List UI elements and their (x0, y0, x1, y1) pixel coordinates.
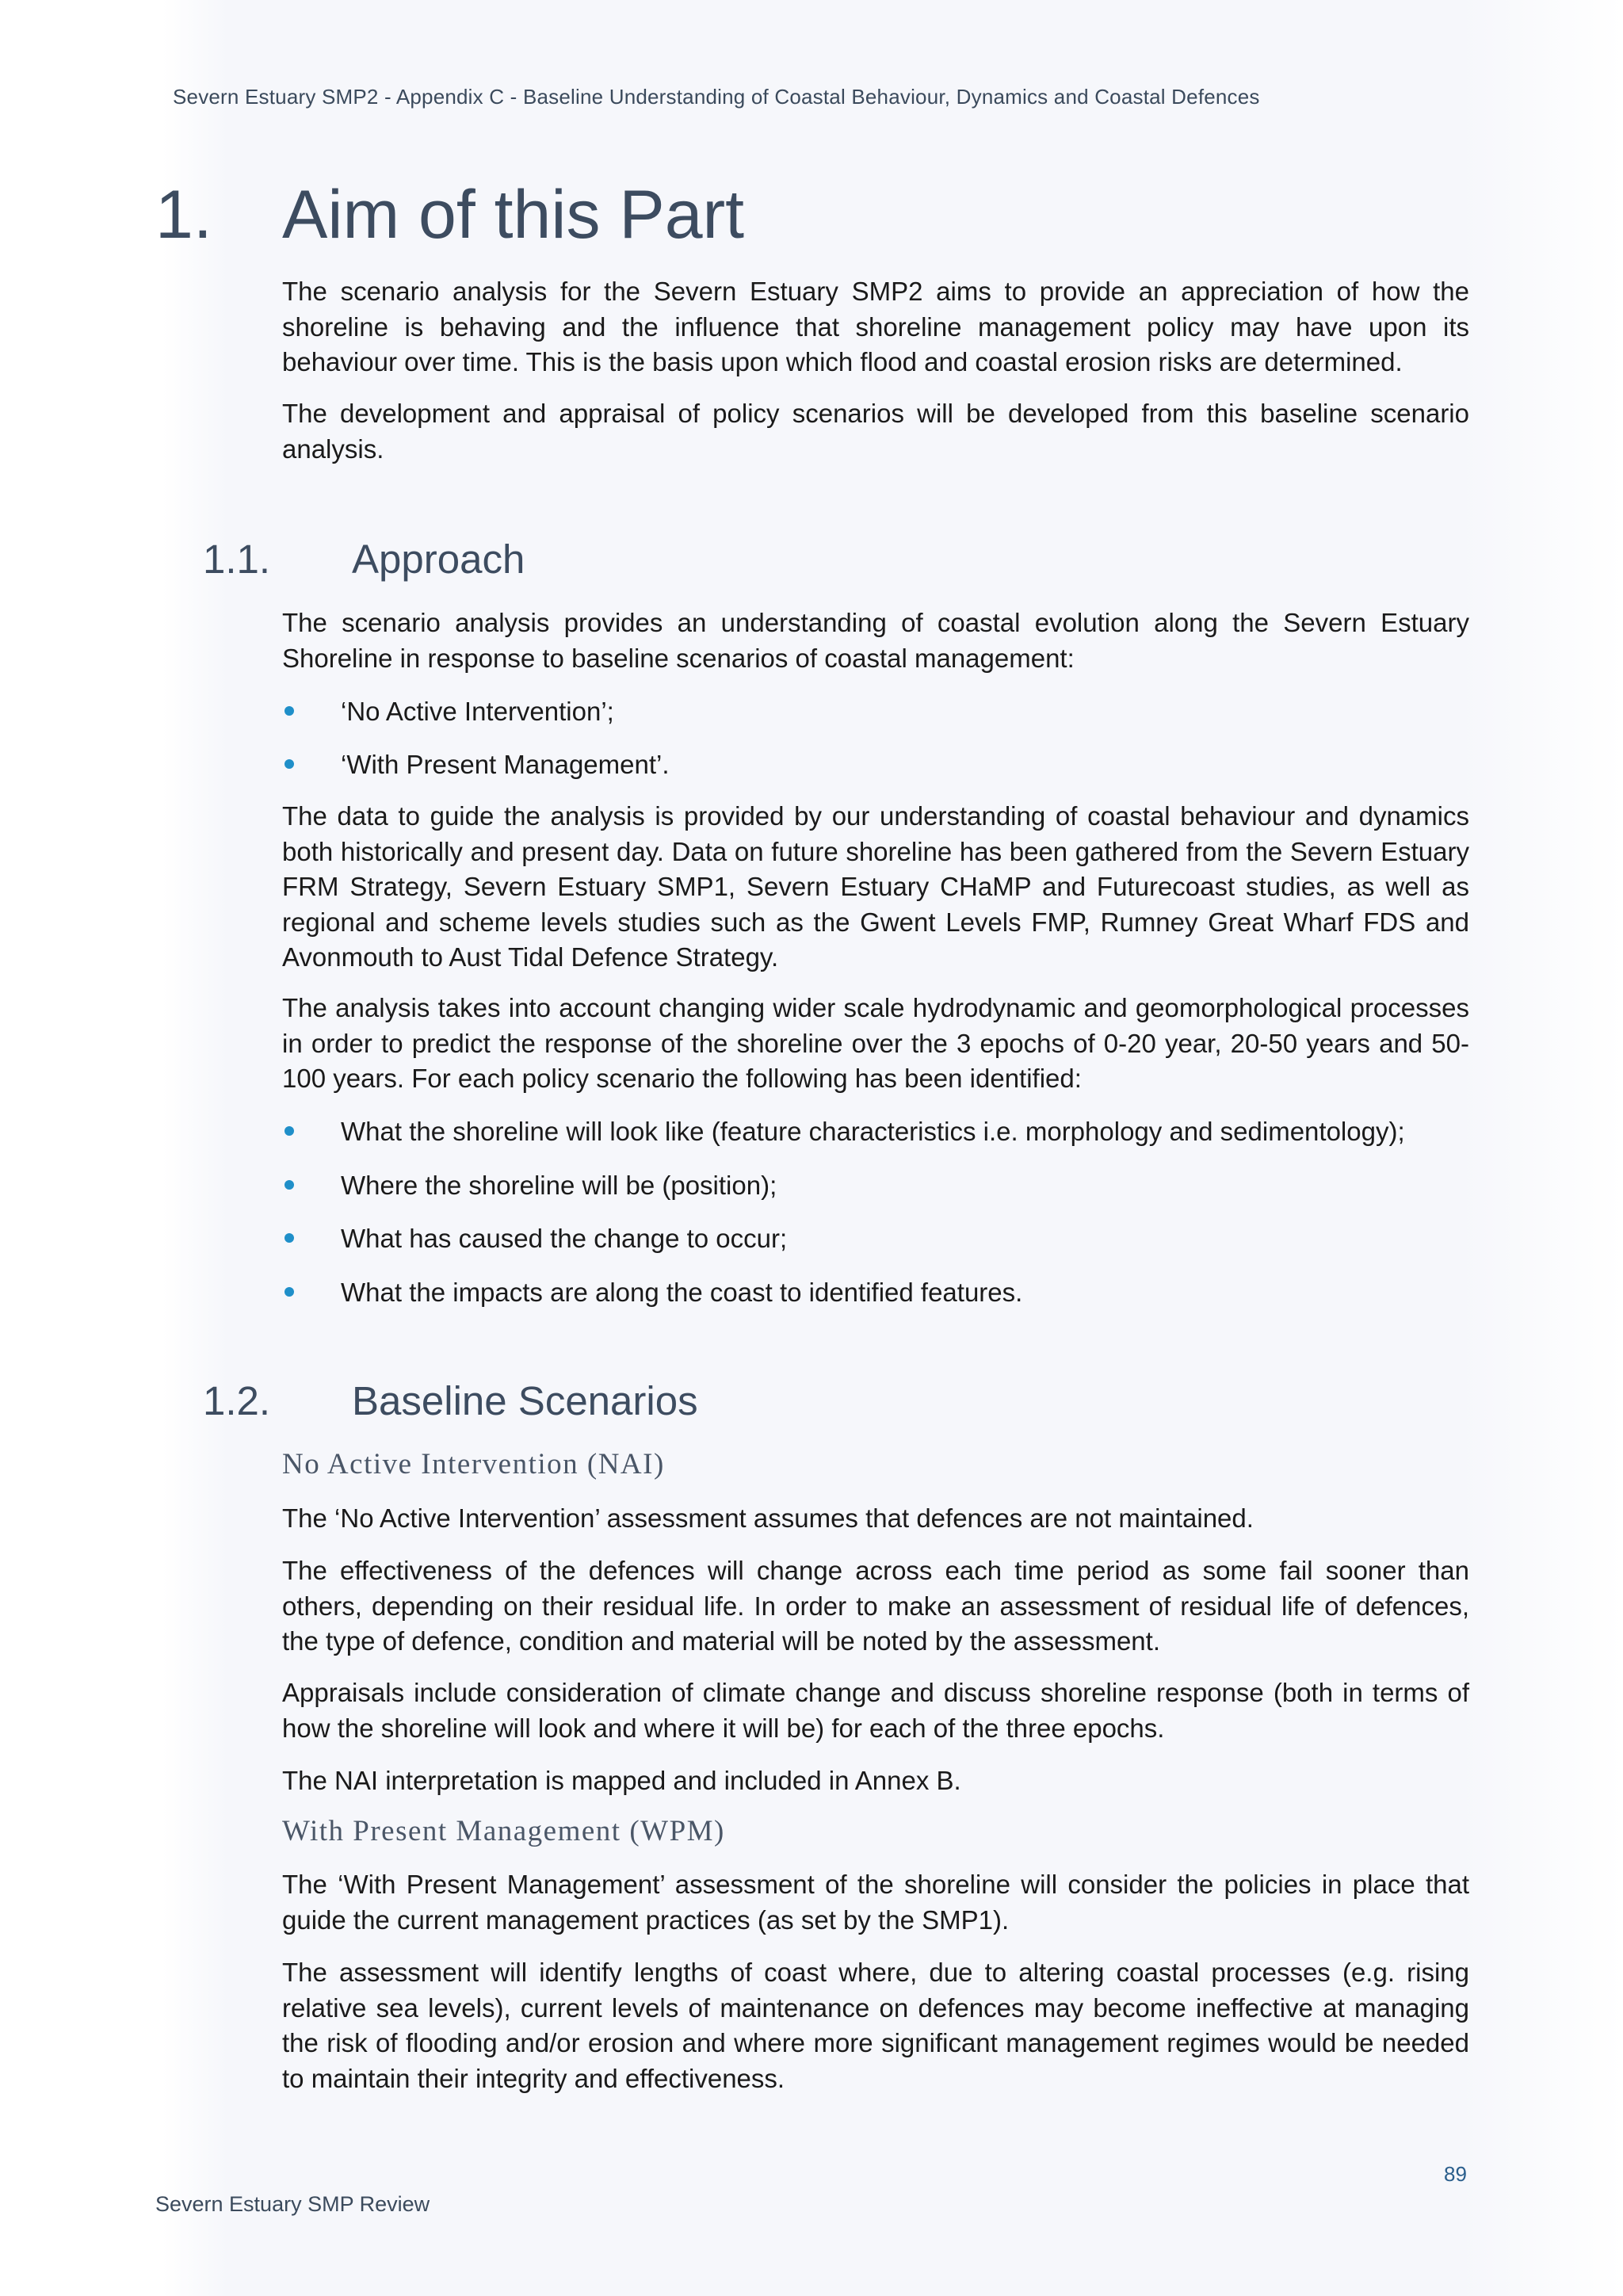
section-1-1-title: Approach (352, 537, 525, 582)
section-1-heading (155, 176, 744, 254)
section-1-2-title: Baseline Scenarios (352, 1378, 698, 1423)
wpm-paragraph-1: The ‘With Present Management’ assessment of the shoreline will consider the policies in place that guide the current management practices (as set by the SMP1). (282, 1870, 1469, 1935)
nai-paragraph-3: Appraisals include consideration of climate change and discuss shoreline response (both in terms of how the shoreline will look and where it will be) for each of the three epochs. (282, 1678, 1469, 1743)
approach-paragraph-analysis: The analysis takes into account changing wider scale hydrodynamic and geomorphological processes in order to predict the response of the shoreline over the 3 epochs of 0-20 year, 20-50 years and 50-100 years. For each policy scenario the following has been identified: (282, 993, 1469, 1093)
footer-document-name: Severn Estuary SMP Review (155, 2192, 430, 2216)
running-header: Severn Estuary SMP2 - Appendix C - Baseline Understanding of Coastal Behaviour, Dynamics and Coastal Defences (173, 85, 1260, 109)
list-item: Where the shoreline will be (position); (282, 1168, 1469, 1203)
page-number: 89 (1444, 2162, 1467, 2186)
list-item: What the shoreline will look like (feature characteristics i.e. morphology and sedimentology); (282, 1114, 1469, 1149)
bullet-icon (282, 1275, 341, 1310)
bullet-icon (282, 1114, 341, 1149)
approach-paragraph-data: The data to guide the analysis is provided by our understanding of coastal behaviour and dynamics both historically and present day. Data on future shoreline has been gathered from the Severn Estuary FRM Strategy, Severn Estuary SMP1, Severn Estuary CHaMP and Futurecoast studies, as well as regional and scheme levels studies such as the Gwent Levels FMP, Rumney Great Wharf FDS and Avonmouth to Aust Tidal Defence Strategy. (282, 801, 1469, 972)
bullet-icon (282, 1221, 341, 1256)
nai-paragraph-1: The ‘No Active Intervention’ assessment assumes that defences are not maintained. (282, 1503, 1254, 1533)
aim-paragraph-2: The development and appraisal of policy scenarios will be developed from this baseline scenario analysis. (282, 399, 1469, 464)
aim-paragraph-1: The scenario analysis for the Severn Estuary SMP2 aims to provide an appreciation of how the shoreline is behaving and the influence that shoreline management policy may have upon its behaviour over time. This is the basis upon which flood and coastal erosion risks are determined. (282, 277, 1469, 376)
section-1-2-number: 1.2. (203, 1378, 271, 1423)
approach-intro: The scenario analysis provides an understanding of coastal evolution along the Severn Estuary Shoreline in response to baseline scenarios of coastal management: (282, 608, 1469, 673)
section-1-1-number: 1.1. (203, 537, 271, 582)
nai-paragraph-4: The NAI interpretation is mapped and included in Annex B. (282, 1766, 961, 1795)
bullet-icon (282, 747, 341, 782)
bullet-icon (282, 1168, 341, 1203)
section-1-1-heading (203, 536, 525, 583)
list-item: ‘No Active Intervention’; (282, 694, 1469, 729)
wpm-paragraph-2: The assessment will identify lengths of coast where, due to altering coastal processes (e.g. rising relative sea levels), current levels of maintenance on defences may become ineffective at managing the risk of flooding and/or erosion and where more significant management regimes would be needed to maintain their integrity and effectiveness. (282, 1958, 1469, 2093)
nai-subheading: No Active Intervention (NAI) (282, 1448, 665, 1480)
bullet-icon (282, 694, 341, 729)
list-item: ‘With Present Management’. (282, 747, 1469, 782)
nai-paragraph-2: The effectiveness of the defences will change across each time period as some fail sooner than others, depending on their residual life. In order to make an assessment of residual life of defences, the type of defence, condition and material will be noted by the assessment. (282, 1556, 1469, 1656)
list-item: What has caused the change to occur; (282, 1221, 1469, 1256)
list-item: What the impacts are along the coast to identified features. (282, 1275, 1469, 1310)
section-1-number: 1. (155, 177, 212, 253)
section-1-2-heading (203, 1377, 698, 1424)
section-1-title: Aim of this Part (282, 177, 745, 253)
wpm-subheading: With Present Management (WPM) (282, 1815, 725, 1847)
